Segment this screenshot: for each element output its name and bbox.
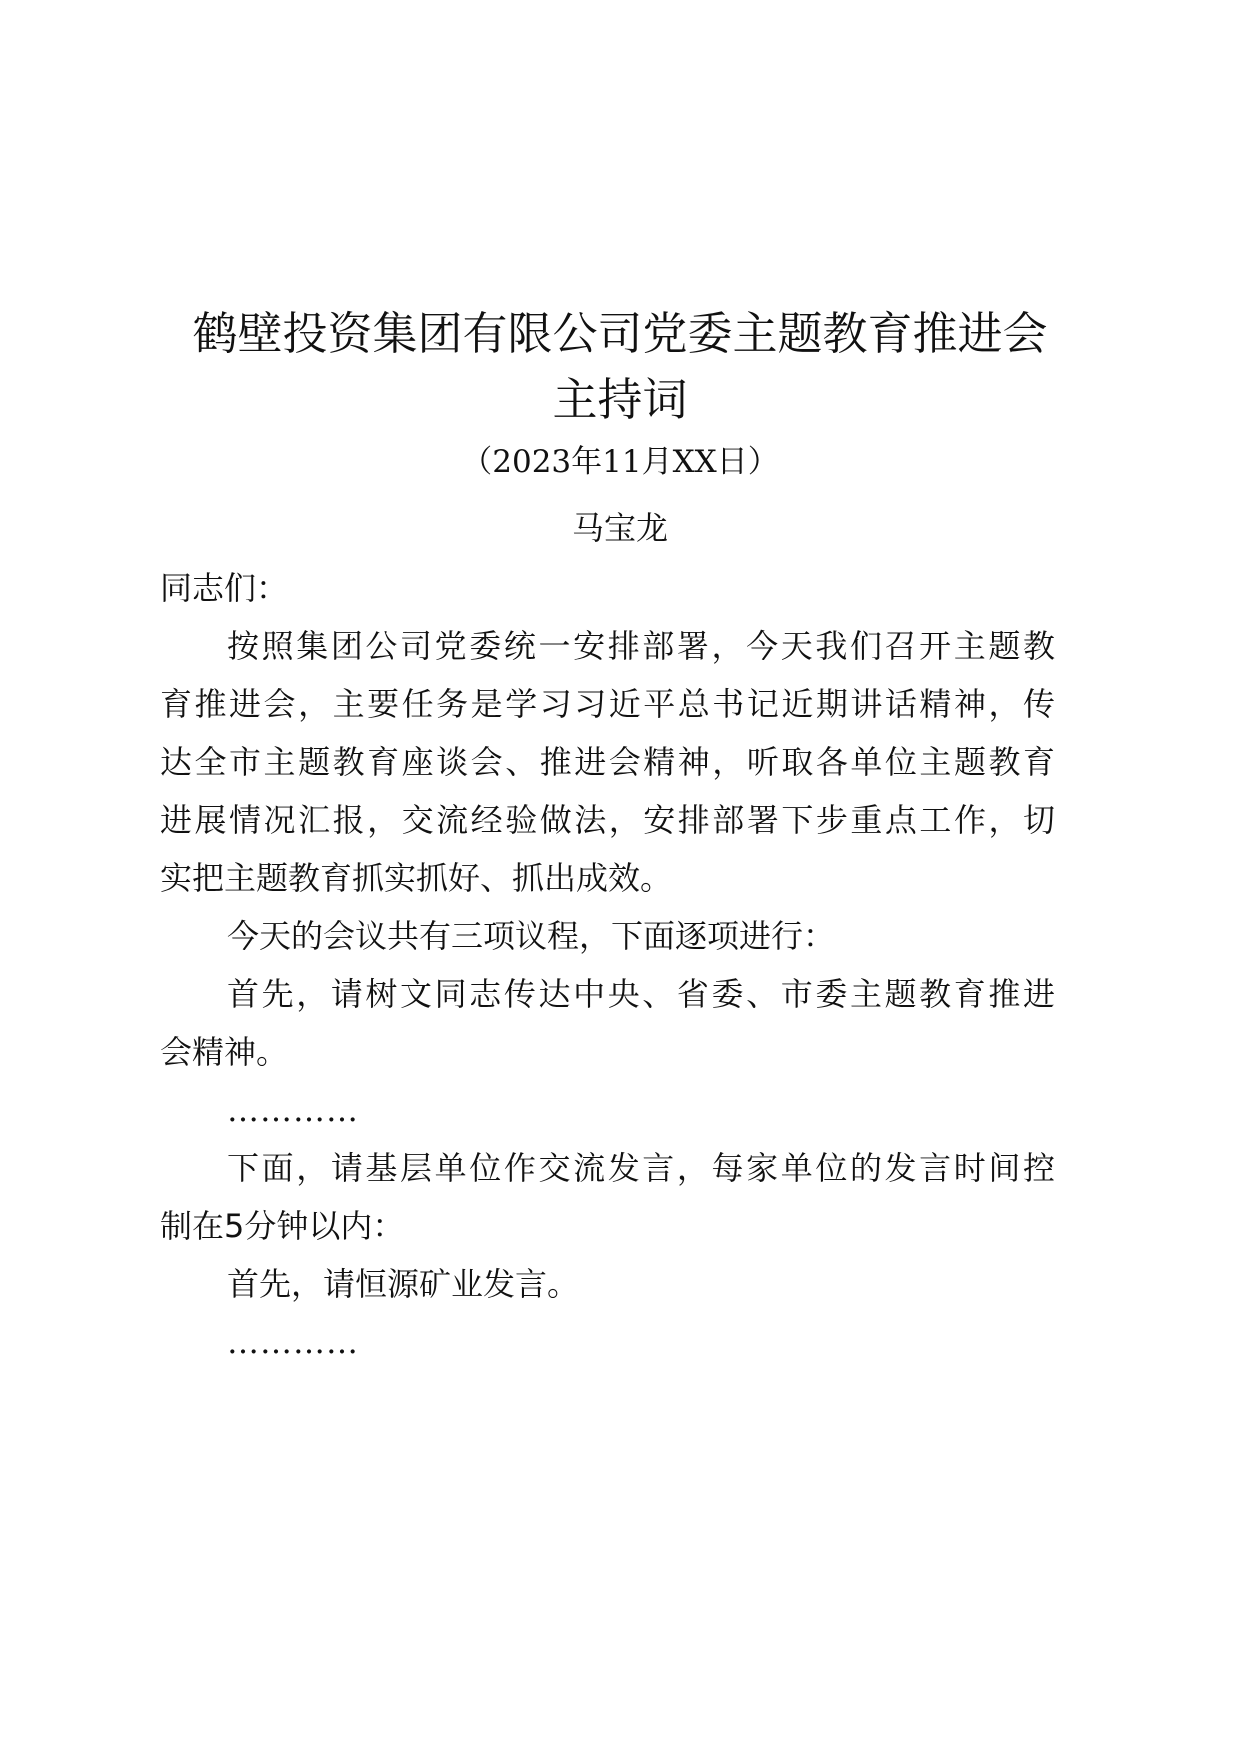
paragraph-5: 首先，请恒源矿业发言。 — [227, 1265, 580, 1303]
paragraph-4-line-1: 下面，请基层单位作交流发言，每家单位的发言时间控 — [227, 1149, 1055, 1187]
paragraph-1-line-2: 育推进会，主要任务是学习习近平总书记近期讲话精神，传 — [160, 685, 1055, 723]
paragraph-1-line-3: 达全市主题教育座谈会、推进会精神，听取各单位主题教育 — [160, 743, 1055, 781]
paragraph-3-line-2: 会精神。 — [160, 1033, 289, 1071]
paragraph-4-line-2: 制在5分钟以内： — [160, 1207, 405, 1245]
document-date: （2023年11月XX日） — [461, 444, 779, 480]
document-title-line2: 主持词 — [552, 373, 688, 426]
document-author: 马宝龙 — [571, 509, 668, 547]
document-title-line1: 鹤壁投资集团有限公司党委主题教育推进会 — [192, 307, 1048, 360]
paragraph-2: 今天的会议共有三项议程，下面逐项进行： — [227, 917, 836, 955]
paragraph-3-line-1: 首先，请树文同志传达中央、省委、市委主题教育推进 — [227, 975, 1055, 1013]
ellipsis-1: ………… — [227, 1091, 359, 1129]
paragraph-1-line-1: 按照集团公司党委统一安排部署，今天我们召开主题教 — [227, 627, 1055, 665]
salutation: 同志们： — [160, 569, 289, 607]
paragraph-1-line-4: 进展情况汇报，交流经验做法，安排部署下步重点工作，切 — [160, 801, 1055, 839]
ellipsis-2: ………… — [227, 1323, 359, 1361]
paragraph-1-line-5: 实把主题教育抓实抓好、抓出成效。 — [160, 859, 673, 897]
